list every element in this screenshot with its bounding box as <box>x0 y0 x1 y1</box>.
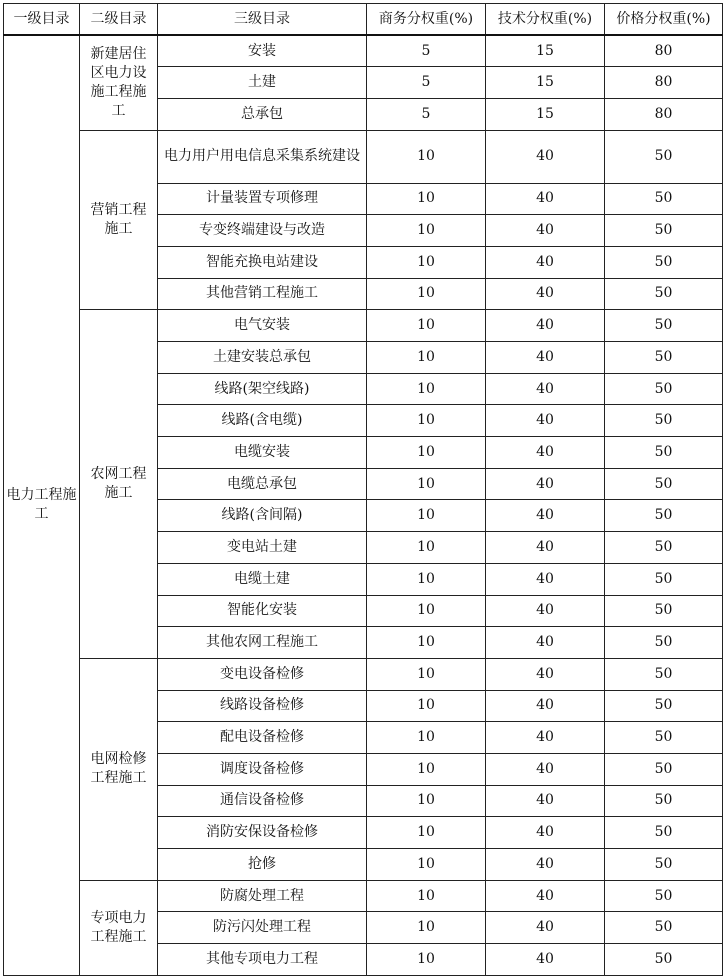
business-weight-cell: 10 <box>367 753 486 785</box>
level3-cell: 线路设备检修 <box>158 690 367 722</box>
level3-cell: 防污闪处理工程 <box>158 912 367 944</box>
business-weight-cell: 10 <box>367 130 486 183</box>
business-weight-cell: 10 <box>367 183 486 215</box>
price-weight-cell: 50 <box>605 500 723 532</box>
tech-weight-cell: 40 <box>486 405 605 437</box>
price-weight-cell: 50 <box>605 310 723 342</box>
business-weight-cell: 10 <box>367 405 486 437</box>
business-weight-cell: 10 <box>367 468 486 500</box>
tech-weight-cell: 40 <box>486 500 605 532</box>
business-weight-cell: 10 <box>367 722 486 754</box>
tech-weight-cell: 40 <box>486 183 605 215</box>
table-row <box>4 310 723 342</box>
business-weight-cell: 10 <box>367 912 486 944</box>
business-weight-cell: 10 <box>367 278 486 310</box>
tech-weight-cell: 40 <box>486 849 605 881</box>
price-weight-cell: 50 <box>605 880 723 912</box>
table-row <box>4 880 723 912</box>
business-weight-cell: 10 <box>367 944 486 976</box>
price-weight-cell: 50 <box>605 849 723 881</box>
tech-weight-cell: 40 <box>486 753 605 785</box>
table-row <box>4 658 723 690</box>
level3-cell: 电缆土建 <box>158 563 367 595</box>
business-weight-cell: 5 <box>367 98 486 130</box>
business-weight-cell: 5 <box>367 67 486 99</box>
price-weight-cell: 50 <box>605 563 723 595</box>
tech-weight-cell: 40 <box>486 437 605 469</box>
level3-cell: 通信设备检修 <box>158 785 367 817</box>
level2-cell: 电网检修工程施工 <box>80 658 158 880</box>
tech-weight-cell: 40 <box>486 627 605 659</box>
level2-cell: 新建居住区电力设施工程施工 <box>80 35 158 130</box>
header-business-weight: 商务分权重(%) <box>367 4 486 36</box>
business-weight-cell: 10 <box>367 500 486 532</box>
level1-cell: 电力工程施工 <box>4 35 80 975</box>
tech-weight-cell: 40 <box>486 912 605 944</box>
price-weight-cell: 80 <box>605 35 723 67</box>
price-weight-cell: 50 <box>605 246 723 278</box>
price-weight-cell: 50 <box>605 912 723 944</box>
weight-table <box>3 3 723 976</box>
level2-cell: 专项电力工程施工 <box>80 880 158 975</box>
business-weight-cell: 10 <box>367 817 486 849</box>
price-weight-cell: 50 <box>605 753 723 785</box>
business-weight-cell: 10 <box>367 595 486 627</box>
level3-cell: 变电设备检修 <box>158 658 367 690</box>
price-weight-cell: 50 <box>605 944 723 976</box>
level3-cell: 变电站土建 <box>158 532 367 564</box>
level3-cell: 线路(含电缆) <box>158 405 367 437</box>
level3-cell: 配电设备检修 <box>158 722 367 754</box>
level3-cell: 专变终端建设与改造 <box>158 215 367 247</box>
business-weight-cell: 10 <box>367 215 486 247</box>
tech-weight-cell: 40 <box>486 373 605 405</box>
price-weight-cell: 50 <box>605 215 723 247</box>
price-weight-cell: 50 <box>605 468 723 500</box>
table-row <box>4 130 723 183</box>
price-weight-cell: 50 <box>605 183 723 215</box>
table-row <box>4 35 723 67</box>
business-weight-cell: 10 <box>367 690 486 722</box>
business-weight-cell: 10 <box>367 310 486 342</box>
header-row <box>4 4 723 36</box>
tech-weight-cell: 40 <box>486 342 605 374</box>
table-body <box>4 35 723 975</box>
level3-cell: 线路(含间隔) <box>158 500 367 532</box>
business-weight-cell: 10 <box>367 373 486 405</box>
level3-cell: 土建安装总承包 <box>158 342 367 374</box>
tech-weight-cell: 40 <box>486 215 605 247</box>
level3-cell: 电缆安装 <box>158 437 367 469</box>
level2-cell: 农网工程施工 <box>80 310 158 659</box>
level3-cell: 计量装置专项修理 <box>158 183 367 215</box>
price-weight-cell: 50 <box>605 437 723 469</box>
header-level3: 三级目录 <box>158 4 367 36</box>
level3-cell: 电缆总承包 <box>158 468 367 500</box>
header-level2: 二级目录 <box>80 4 158 36</box>
business-weight-cell: 10 <box>367 342 486 374</box>
tech-weight-cell: 40 <box>486 817 605 849</box>
business-weight-cell: 10 <box>367 563 486 595</box>
price-weight-cell: 50 <box>605 595 723 627</box>
price-weight-cell: 80 <box>605 67 723 99</box>
tech-weight-cell: 40 <box>486 595 605 627</box>
business-weight-cell: 10 <box>367 880 486 912</box>
business-weight-cell: 10 <box>367 532 486 564</box>
business-weight-cell: 10 <box>367 785 486 817</box>
business-weight-cell: 10 <box>367 849 486 881</box>
price-weight-cell: 50 <box>605 690 723 722</box>
tech-weight-cell: 40 <box>486 944 605 976</box>
tech-weight-cell: 40 <box>486 563 605 595</box>
level3-cell: 调度设备检修 <box>158 753 367 785</box>
price-weight-cell: 50 <box>605 405 723 437</box>
header-price-weight: 价格分权重(%) <box>605 4 723 36</box>
level3-cell: 总承包 <box>158 98 367 130</box>
tech-weight-cell: 40 <box>486 130 605 183</box>
price-weight-cell: 50 <box>605 278 723 310</box>
level3-cell: 电力用户用电信息采集系统建设 <box>158 130 367 183</box>
tech-weight-cell: 15 <box>486 67 605 99</box>
weight-table-container <box>3 3 723 976</box>
business-weight-cell: 10 <box>367 246 486 278</box>
header-tech-weight: 技术分权重(%) <box>486 4 605 36</box>
price-weight-cell: 50 <box>605 658 723 690</box>
level2-cell: 营销工程施工 <box>80 130 158 310</box>
tech-weight-cell: 15 <box>486 98 605 130</box>
tech-weight-cell: 40 <box>486 722 605 754</box>
tech-weight-cell: 40 <box>486 658 605 690</box>
business-weight-cell: 10 <box>367 437 486 469</box>
level3-cell: 智能化安装 <box>158 595 367 627</box>
business-weight-cell: 5 <box>367 35 486 67</box>
level3-cell: 防腐处理工程 <box>158 880 367 912</box>
level3-cell: 电气安装 <box>158 310 367 342</box>
level3-cell: 安装 <box>158 35 367 67</box>
level3-cell: 智能充换电站建设 <box>158 246 367 278</box>
level3-cell: 其他农网工程施工 <box>158 627 367 659</box>
business-weight-cell: 10 <box>367 627 486 659</box>
level3-cell: 其他专项电力工程 <box>158 944 367 976</box>
price-weight-cell: 50 <box>605 817 723 849</box>
tech-weight-cell: 40 <box>486 468 605 500</box>
tech-weight-cell: 40 <box>486 880 605 912</box>
price-weight-cell: 80 <box>605 98 723 130</box>
tech-weight-cell: 40 <box>486 532 605 564</box>
tech-weight-cell: 15 <box>486 35 605 67</box>
price-weight-cell: 50 <box>605 373 723 405</box>
price-weight-cell: 50 <box>605 532 723 564</box>
business-weight-cell: 10 <box>367 658 486 690</box>
header-level1: 一级目录 <box>4 4 80 36</box>
price-weight-cell: 50 <box>605 627 723 659</box>
level3-cell: 线路(架空线路) <box>158 373 367 405</box>
level3-cell: 消防安保设备检修 <box>158 817 367 849</box>
tech-weight-cell: 40 <box>486 785 605 817</box>
price-weight-cell: 50 <box>605 722 723 754</box>
price-weight-cell: 50 <box>605 130 723 183</box>
tech-weight-cell: 40 <box>486 310 605 342</box>
level3-cell: 其他营销工程施工 <box>158 278 367 310</box>
tech-weight-cell: 40 <box>486 690 605 722</box>
tech-weight-cell: 40 <box>486 246 605 278</box>
price-weight-cell: 50 <box>605 342 723 374</box>
level3-cell: 抢修 <box>158 849 367 881</box>
tech-weight-cell: 40 <box>486 278 605 310</box>
level3-cell: 土建 <box>158 67 367 99</box>
price-weight-cell: 50 <box>605 785 723 817</box>
